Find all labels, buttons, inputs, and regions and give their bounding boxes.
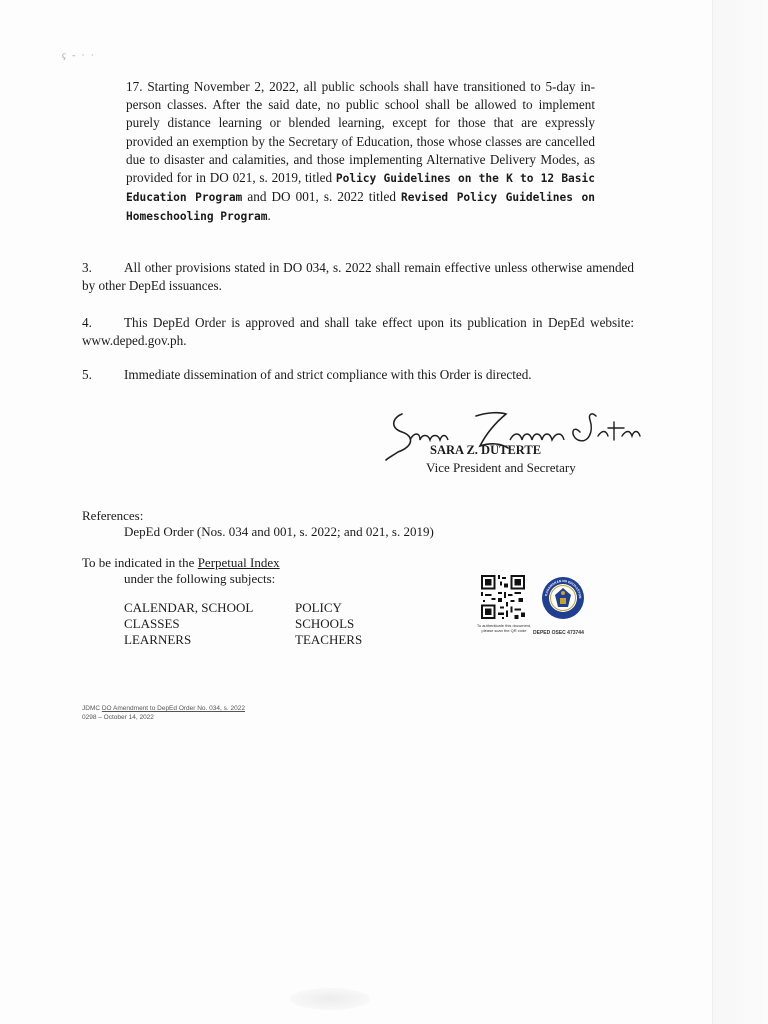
footer-prefix: JDMC — [82, 705, 102, 712]
perpetual-index-link[interactable]: Perpetual Index — [197, 555, 280, 570]
deped-seal-icon — [541, 576, 585, 620]
subjects-column-1 — [124, 600, 253, 648]
subject-item: TEACHERS — [295, 632, 363, 647]
paragraph-4-text: This DepEd Order is approved and shall take effect upon its publication in DepEd website: www.deped.gov.ph. — [82, 315, 634, 349]
paragraph-5-number: 5. — [82, 367, 92, 382]
paragraph-17-text-end: . — [267, 208, 271, 224]
scan-mark: ç - · · — [62, 50, 96, 60]
qr-caption — [473, 623, 535, 633]
paragraph-3-number: 3. — [82, 260, 92, 275]
paragraph-17-number: 17. — [126, 79, 143, 94]
paragraph-4-number: 4. — [82, 315, 92, 330]
paragraph-17-text-start: Starting November 2, 2022, all public schools shall have transitioned to 5-day in-person classes. After the said date, no public school shall be allowed to implement purely distance learning or blended learning, except for those that are expressly provided an exemption by the Secretary of Education, those whose classes are cancelled due to disaster and calamities, and those implementing Alternative Delivery Modes, as provided for in DO 021, s. 2019, titled — [126, 79, 596, 186]
seal-ring-text: KAGAWARAN NG EDUKASYON — [544, 578, 583, 599]
paragraph-17 — [126, 78, 595, 227]
qr-caption-line-2: please scan the QR code — [481, 628, 527, 633]
deped-seal-code: DEPED OSEC 473744 — [533, 630, 584, 636]
paragraph-3 — [82, 259, 634, 295]
signatory-name: SARA Z. DUTERTE — [430, 443, 542, 457]
scan-smudge — [290, 988, 370, 1010]
policy-guidelines-k12-title: Policy Guidelines on the K to 12 Basic Education Program — [126, 172, 595, 205]
subject-item: POLICY — [295, 600, 342, 615]
subjects-intro: under the following subjects: — [124, 571, 276, 586]
qr-caption-line-1: To authenticate this document, — [476, 623, 532, 628]
footer-line-2: 0298 – October 14, 2022 — [82, 714, 154, 721]
footer-document-link[interactable]: DO Amendment to DepEd Order No. 034, s. 2022 — [101, 705, 245, 712]
page-edge-shadow — [712, 0, 768, 1024]
subject-item: LEARNERS — [124, 632, 192, 647]
references-body: DepEd Order (Nos. 034 and 001, s. 2022; and 021, s. 2019) — [124, 524, 434, 539]
paragraph-3-text: All other provisions stated in DO 034, s. 2022 shall remain effective unless otherwise amended by other DepEd issuances. — [82, 260, 634, 294]
paragraph-4 — [82, 314, 634, 350]
page-edge-line — [712, 0, 713, 1024]
footer-line-1 — [82, 705, 245, 712]
paragraph-5-text: Immediate dissemination of and strict compliance with this Order is directed. — [124, 367, 532, 382]
qr-code[interactable] — [481, 575, 525, 619]
subject-item: CALENDAR, SCHOOL — [124, 600, 254, 615]
signatory-title: Vice President and Secretary — [426, 460, 576, 475]
paragraph-5 — [82, 366, 634, 384]
paragraph-17-text-middle: and DO 001, s. 2022 titled — [242, 189, 402, 205]
perpetual-index-prefix: To be indicated in the — [82, 555, 198, 570]
subject-item: CLASSES — [124, 616, 180, 631]
perpetual-index-line — [82, 555, 280, 571]
homeschooling-guidelines-title: Revised Policy Guidelines on Homeschooling Program — [126, 191, 595, 224]
subject-item: SCHOOLS — [295, 616, 355, 631]
subjects-column-2 — [295, 600, 362, 648]
references-heading: References: — [82, 508, 144, 523]
